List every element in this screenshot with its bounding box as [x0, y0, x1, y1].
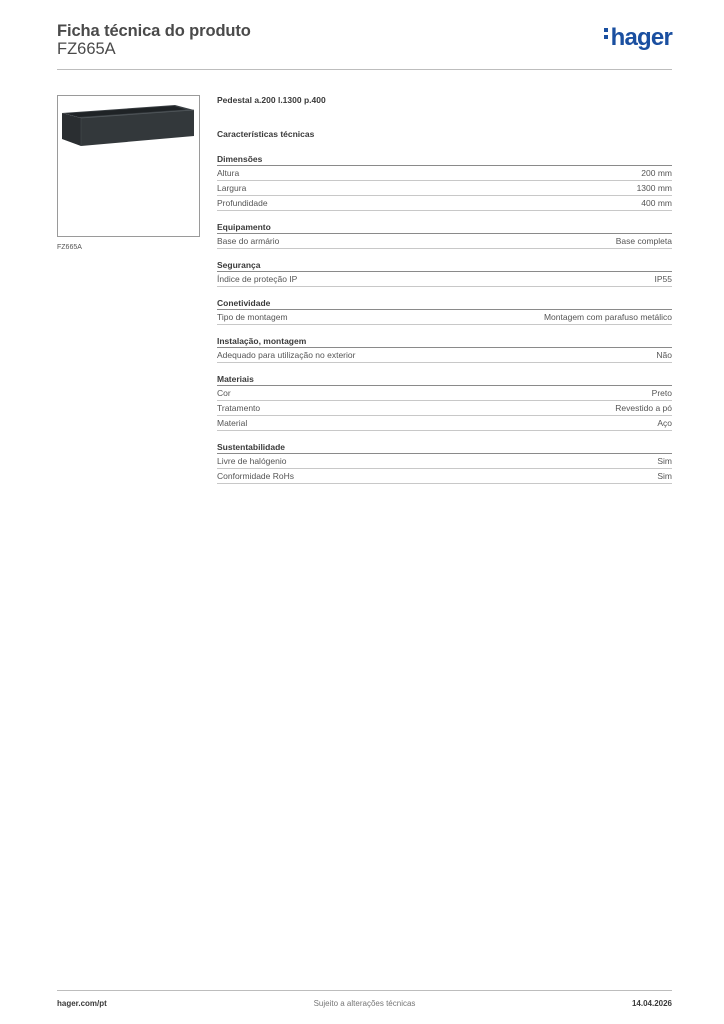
spec-value: Revestido a pó	[615, 403, 672, 413]
spec-section-title: Dimensões	[217, 153, 672, 166]
spec-section-title: Segurança	[217, 259, 672, 272]
spec-label: Tratamento	[217, 403, 261, 413]
spec-value: 200 mm	[641, 168, 672, 178]
spec-label: Material	[217, 418, 248, 428]
spec-label: Cor	[217, 388, 231, 398]
spec-row	[217, 196, 672, 211]
spec-label: Altura	[217, 168, 240, 178]
image-caption: FZ665A	[57, 244, 82, 251]
spec-row	[217, 386, 672, 401]
spec-row	[217, 234, 672, 249]
spec-value: Não	[656, 350, 672, 360]
spec-label: Livre de halógenio	[217, 456, 287, 466]
spec-value: Aço	[657, 418, 672, 428]
spec-section	[217, 259, 672, 287]
footer-website: hager.com/pt	[57, 999, 107, 1008]
spec-row	[217, 181, 672, 196]
spec-section	[217, 335, 672, 363]
spec-value: IP55	[654, 274, 672, 284]
spec-value: Base completa	[615, 236, 672, 246]
logo-dots-icon	[604, 28, 609, 42]
product-name: Pedestal a.200 l.1300 p.400	[217, 95, 326, 105]
spec-label: Base do armário	[217, 236, 280, 246]
logo-text: hager	[610, 24, 672, 51]
spec-section	[217, 153, 672, 211]
spec-section	[217, 221, 672, 249]
page-header	[57, 20, 672, 70]
spec-value: Sim	[657, 456, 672, 466]
spec-label: Índice de proteção IP	[217, 274, 298, 284]
footer-date: 14.04.2026	[631, 999, 672, 1008]
spec-value: Sim	[657, 471, 672, 481]
hager-logo	[604, 26, 672, 50]
spec-label: Largura	[217, 183, 247, 193]
spec-value: 400 mm	[641, 198, 672, 208]
spec-row	[217, 348, 672, 363]
spec-section	[217, 297, 672, 325]
spec-section-title: Equipamento	[217, 221, 672, 234]
spec-label: Tipo de montagem	[217, 312, 288, 322]
spec-section-title: Conetividade	[217, 297, 672, 310]
product-image-frame	[57, 95, 200, 237]
spec-label: Adequado para utilização no exterior	[217, 350, 356, 360]
spec-panel	[217, 95, 672, 484]
spec-section-title: Sustentabilidade	[217, 441, 672, 454]
spec-value: Preto	[651, 388, 672, 398]
spec-row	[217, 272, 672, 287]
page-title: Ficha técnica do produto	[57, 22, 251, 40]
spec-row	[217, 454, 672, 469]
spec-value: 1300 mm	[636, 183, 672, 193]
spec-section-title: Instalação, montagem	[217, 335, 672, 348]
spec-section	[217, 373, 672, 431]
spec-row	[217, 401, 672, 416]
spec-row	[217, 310, 672, 325]
product-code: FZ665A	[57, 40, 116, 58]
technical-characteristics-heading: Características técnicas	[217, 129, 315, 139]
spec-section-title: Materiais	[217, 373, 672, 386]
spec-row	[217, 416, 672, 431]
spec-row	[217, 166, 672, 181]
pedestal-front-face	[62, 113, 81, 146]
footer-notice: Sujeito a alterações técnicas	[313, 999, 416, 1008]
product-image	[58, 96, 199, 236]
spec-row	[217, 469, 672, 484]
spec-section	[217, 441, 672, 484]
spec-label: Profundidade	[217, 198, 268, 208]
spec-label: Conformidade RoHs	[217, 471, 295, 481]
page-footer	[57, 990, 672, 1013]
spec-value: Montagem com parafuso metálico	[543, 312, 672, 322]
spec-sections	[217, 153, 672, 484]
